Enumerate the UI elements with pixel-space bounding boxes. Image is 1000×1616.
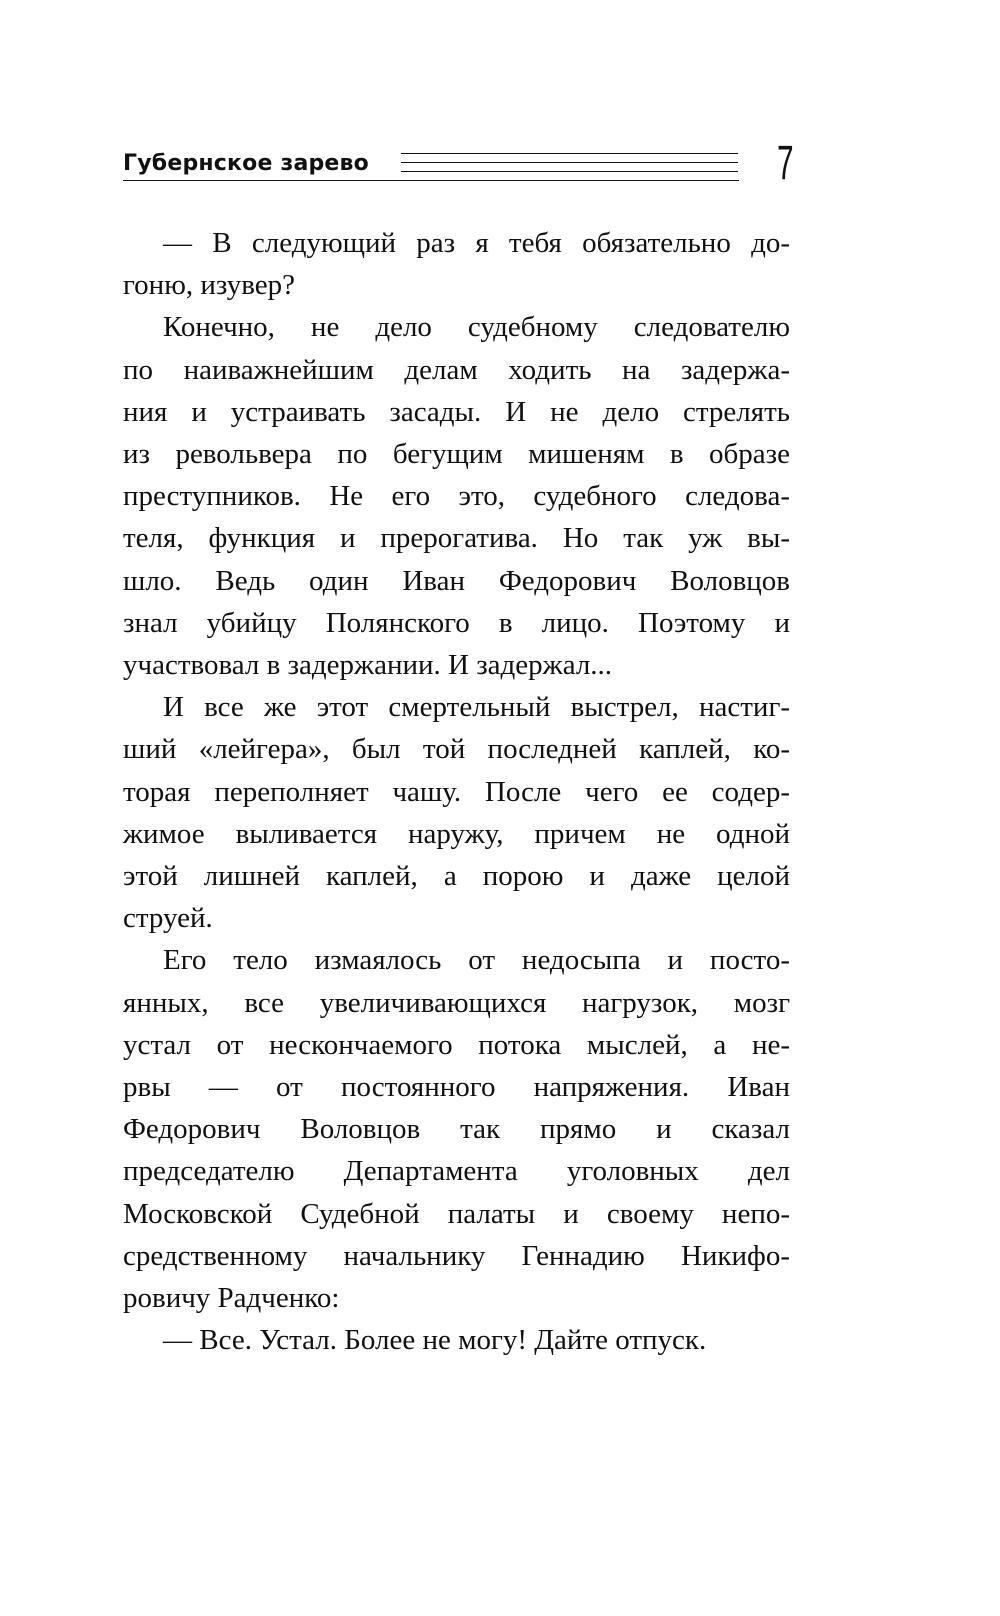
header-rule-lines	[401, 153, 738, 183]
text-line: участвовал в задержании. И задержал...	[123, 649, 613, 682]
paragraph	[123, 222, 790, 306]
text-line: гоню, изувер?	[123, 269, 295, 302]
paragraph	[123, 686, 790, 939]
text-line: средственному начальнику Геннадию Никифо-	[123, 1239, 790, 1272]
text-line: шло. Ведь один Иван Федорович Воловцов	[123, 564, 790, 597]
text-line: ровичу Радченко:	[123, 1282, 340, 1315]
text-line: ния и устраивать засады. И не дело стрелять	[123, 395, 790, 428]
text-line: устал от нескончаемого потока мыслей, а не-	[123, 1028, 790, 1061]
running-head	[123, 137, 823, 194]
paragraph	[123, 1319, 790, 1361]
text-line: струей.	[123, 902, 213, 935]
text-line: Федорович Воловцов так прямо и сказал	[123, 1113, 790, 1146]
text-line: янных, все увеличивающихся нагрузок, мозг	[123, 986, 790, 1019]
text-line: — Все. Устал. Более не могу! Дайте отпуск.	[163, 1324, 707, 1357]
text-line: — В следующий раз я тебя обязательно до-	[163, 227, 790, 259]
text-line: этой лишней каплей, а порою и даже целой	[123, 860, 790, 893]
text-line: торая переполняет чашу. После чего ее содер-	[123, 775, 790, 808]
text-line: Его тело измаялось от недосыпа и посто-	[163, 944, 790, 977]
text-line: ший «лейгера», был той последней каплей, ко-	[123, 733, 790, 766]
header-rule-bottom	[123, 180, 739, 181]
page-number: 7	[777, 137, 794, 190]
text-line: Московской Судебной палаты и своему непо-	[123, 1197, 790, 1230]
body-text	[123, 222, 790, 1361]
text-line: Конечно, не дело судебному следователю	[163, 311, 790, 344]
text-line: жимое выливается наружу, причем не одной	[123, 817, 790, 850]
text-line: председателю Департамента уголовных дел	[123, 1155, 790, 1188]
text-line: по наиважнейшим делам ходить на задержа-	[123, 353, 790, 386]
paragraph	[123, 306, 790, 686]
text-line: преступников. Не его это, судебного следова-	[123, 480, 790, 513]
text-line: теля, функция и прерогатива. Но так уж вы-	[123, 522, 790, 555]
text-line: рвы — от постоянного напряжения. Иван	[123, 1071, 790, 1104]
text-line: И все же этот смертельный выстрел, настиг-	[163, 691, 790, 724]
text-line: из револьвера по бегущим мишеням в образе	[123, 438, 790, 471]
paragraph	[123, 939, 790, 1319]
running-title: Губернское зарево	[123, 151, 369, 176]
text-line: знал убийцу Полянского в лицо. Поэтому и	[123, 606, 790, 639]
